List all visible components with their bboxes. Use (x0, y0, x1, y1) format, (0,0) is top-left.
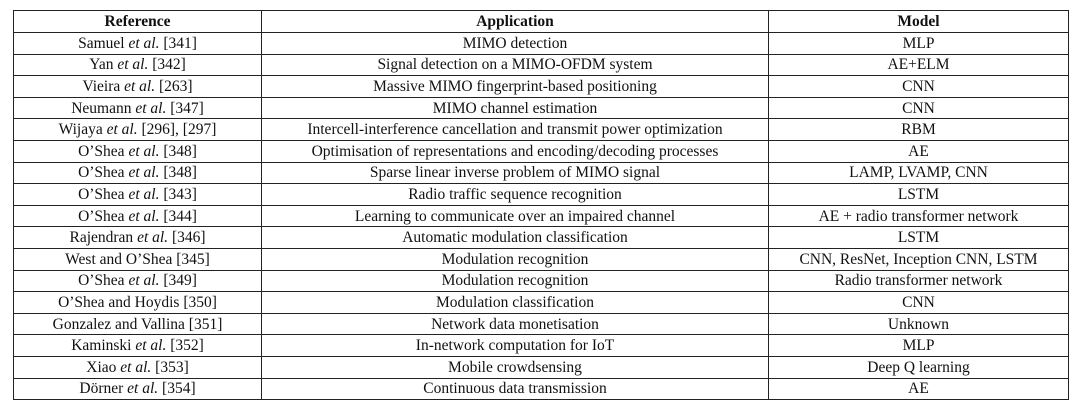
table-row (14, 140, 1069, 162)
application-cell: Continuous data transmission (262, 378, 769, 400)
model-cell: Radio transformer network (769, 270, 1069, 292)
reference-etal: et al. (128, 185, 160, 203)
table-row (14, 270, 1069, 292)
model-cell: LSTM (769, 227, 1069, 249)
table-row (14, 33, 1069, 55)
application-cell: Optimisation of representations and encoding/decoding processes (262, 140, 769, 162)
reference-author: O’Shea (78, 164, 125, 182)
reference-cell (14, 356, 262, 378)
reference-citation: [348] (163, 164, 197, 182)
reference-citation: [349] (163, 272, 197, 290)
reference-citation: [348] (163, 142, 197, 160)
reference-citation: [351] (188, 315, 223, 333)
reference-citation: [353] (155, 358, 189, 376)
table-row (14, 54, 1069, 76)
reference-citation: [341] (163, 34, 197, 52)
application-cell: Modulation classification (262, 292, 769, 314)
application-cell: MIMO channel estimation (262, 97, 769, 119)
application-cell: Network data monetisation (262, 313, 769, 335)
table-body (14, 33, 1069, 400)
model-cell: LAMP, LVAMP, CNN (769, 162, 1069, 184)
model-cell: RBM (769, 119, 1069, 141)
table-row (14, 119, 1069, 141)
reference-cell (14, 54, 262, 76)
reference-cell (14, 227, 262, 249)
reference-citation: [296], [297] (141, 121, 217, 139)
reference-citation: [343] (163, 185, 197, 203)
application-cell: Signal detection on a MIMO-OFDM system (262, 54, 769, 76)
model-cell: CNN, ResNet, Inception CNN, LSTM (769, 248, 1069, 270)
reference-cell (14, 76, 262, 98)
model-cell: Unknown (769, 313, 1069, 335)
model-cell: Deep Q learning (769, 356, 1069, 378)
header-reference: Reference (14, 11, 262, 33)
table-row (14, 97, 1069, 119)
reference-citation: [263] (158, 77, 193, 95)
reference-author: O’Shea (78, 185, 125, 203)
application-cell: Sparse linear inverse problem of MIMO signal (262, 162, 769, 184)
reference-cell (14, 119, 262, 141)
header-row (14, 11, 1069, 33)
reference-etal: et al. (135, 337, 167, 355)
reference-cell (14, 140, 262, 162)
table-row (14, 335, 1069, 357)
survey-table-container (13, 10, 1068, 400)
reference-cell (14, 313, 262, 335)
reference-author: O’Shea and Hoydis (58, 293, 180, 311)
reference-cell (14, 97, 262, 119)
reference-etal: et al. (135, 99, 167, 117)
reference-cell (14, 33, 262, 55)
reference-author: Rajendran (69, 229, 134, 247)
reference-author: Dörner (79, 380, 124, 398)
reference-etal: et al. (124, 77, 156, 95)
reference-author: O’Shea (78, 272, 125, 290)
reference-citation: [344] (163, 207, 197, 225)
model-cell: CNN (769, 97, 1069, 119)
reference-etal: et al. (120, 358, 152, 376)
reference-author: Yan (89, 56, 114, 74)
reference-author: Gonzalez and Vallina (52, 315, 185, 333)
application-cell: MIMO detection (262, 33, 769, 55)
table-row (14, 313, 1069, 335)
reference-author: West and O’Shea (65, 250, 173, 268)
model-cell: LSTM (769, 184, 1069, 206)
reference-etal: et al. (128, 207, 160, 225)
table-row (14, 205, 1069, 227)
reference-cell (14, 162, 262, 184)
reference-citation: [345] (176, 250, 210, 268)
application-cell: Mobile crowdsensing (262, 356, 769, 378)
model-cell: AE+ELM (769, 54, 1069, 76)
survey-table (13, 10, 1069, 400)
reference-author: O’Shea (78, 207, 125, 225)
model-cell: AE (769, 140, 1069, 162)
reference-citation: [346] (171, 229, 206, 247)
reference-cell (14, 205, 262, 227)
reference-etal: et al. (128, 272, 160, 290)
application-cell: Automatic modulation classification (262, 227, 769, 249)
reference-citation: [347] (170, 99, 204, 117)
reference-citation: [354] (162, 380, 196, 398)
reference-etal: et al. (128, 142, 160, 160)
application-cell: Intercell-interference cancellation and transmit power optimization (262, 119, 769, 141)
application-cell: Massive MIMO fingerprint-based positioning (262, 76, 769, 98)
reference-author: Kaminski (71, 337, 132, 355)
application-cell: Learning to communicate over an impaired channel (262, 205, 769, 227)
reference-author: Vieira (82, 77, 121, 95)
model-cell: AE + radio transformer network (769, 205, 1069, 227)
header-model: Model (769, 11, 1069, 33)
reference-etal: et al. (137, 229, 169, 247)
reference-cell (14, 378, 262, 400)
reference-citation: [350] (183, 293, 217, 311)
table-row (14, 184, 1069, 206)
reference-cell (14, 248, 262, 270)
table-row (14, 248, 1069, 270)
application-cell: Modulation recognition (262, 248, 769, 270)
table-row (14, 356, 1069, 378)
table-row (14, 292, 1069, 314)
table-row (14, 378, 1069, 400)
application-cell: Radio traffic sequence recognition (262, 184, 769, 206)
table-header (14, 11, 1069, 33)
model-cell: CNN (769, 76, 1069, 98)
reference-etal: et al. (128, 164, 160, 182)
reference-author: Wijaya (58, 121, 103, 139)
reference-etal: et al. (117, 56, 149, 74)
reference-citation: [352] (170, 337, 204, 355)
reference-cell (14, 335, 262, 357)
reference-author: Xiao (86, 358, 117, 376)
table-row (14, 76, 1069, 98)
model-cell: CNN (769, 292, 1069, 314)
model-cell: MLP (769, 33, 1069, 55)
header-application: Application (262, 11, 769, 33)
application-cell: In-network computation for IoT (262, 335, 769, 357)
application-cell: Modulation recognition (262, 270, 769, 292)
table-row (14, 162, 1069, 184)
model-cell: AE (769, 378, 1069, 400)
reference-etal: et al. (106, 121, 138, 139)
reference-citation: [342] (152, 56, 186, 74)
reference-etal: et al. (127, 380, 159, 398)
reference-author: O’Shea (78, 142, 125, 160)
table-row (14, 227, 1069, 249)
model-cell: MLP (769, 335, 1069, 357)
reference-cell (14, 270, 262, 292)
reference-author: Neumann (71, 99, 132, 117)
reference-etal: et al. (128, 34, 160, 52)
reference-cell (14, 292, 262, 314)
reference-author: Samuel (78, 34, 125, 52)
reference-cell (14, 184, 262, 206)
